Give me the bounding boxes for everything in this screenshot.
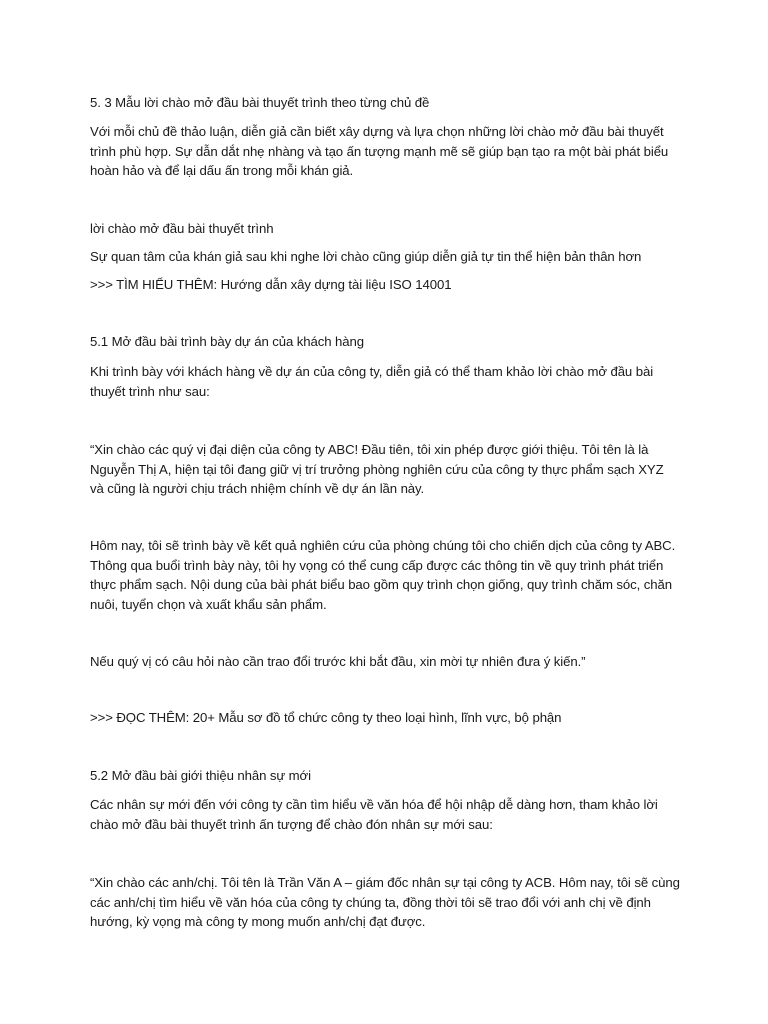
section-heading: 5.2 Mở đầu bài giới thiệu nhân sự mới: [90, 768, 311, 783]
quote-paragraph: Nếu quý vị có câu hỏi nào cần trao đổi trước khi bắt đầu, xin mời tự nhiên đưa ý kiến.”: [90, 654, 586, 669]
read-more-link[interactable]: >>> ĐỌC THÊM: 20+ Mẫu sơ đồ tổ chức công ty theo loại hình, lĩnh vực, bộ phận: [90, 710, 562, 725]
read-more-link[interactable]: >>> TÌM HIỂU THÊM: Hướng dẫn xây dựng tài liệu ISO 14001: [90, 277, 452, 292]
quote-paragraph: Hôm nay, tôi sẽ trình bày về kết quả nghiên cứu của phòng chúng tôi cho chiến dịch của công ty ABC. Thông qua buổi trình bày này, tôi hy vọng có thể cung cấp được các thông tin về quy trình phát triển thực phẩm sạch. Nội dung của bài phát biểu bao gồm quy trình chọn giống, quy trình chăm sóc, chăn nuôi, tuyển chọn và xuất khẩu sản phẩm.: [90, 538, 676, 612]
paragraph: Sự quan tâm của khán giả sau khi nghe lời chào cũng giúp diễn giả tự tin thể hiện bản thân hơn: [90, 249, 642, 264]
image-caption: lời chào mở đầu bài thuyết trình: [90, 221, 274, 236]
paragraph: Khi trình bày với khách hàng về dự án của công ty, diễn giả có thể tham khảo lời chào mở đầu bài thuyết trình như sau:: [90, 364, 654, 399]
paragraph: Với mỗi chủ đề thảo luận, diễn giả cần biết xây dựng và lựa chọn những lời chào mở đầu bài thuyết trình phù hợp. Sự dẫn dắt nhẹ nhàng và tạo ấn tượng mạnh mẽ sẽ giúp bạn tạo ra một bài phát biểu hoàn hảo và để lại dấu ấn trong mỗi khán giả.: [90, 124, 669, 178]
section-heading: 5.1 Mở đầu bài trình bày dự án của khách hàng: [90, 334, 364, 349]
quote-paragraph: “Xin chào các quý vị đại diện của công ty ABC! Đầu tiên, tôi xin phép được giới thiệu. Tôi tên là là Nguyễn Thị A, hiện tại tôi đang giữ vị trí trưởng phòng nghiên cứu của công ty thực phẩm sạch XYZ và cũng là người chịu trách nhiệm chính về dự án lần này.: [90, 442, 664, 496]
section-heading: 5. 3 Mẫu lời chào mở đầu bài thuyết trình theo từng chủ đề: [90, 95, 430, 110]
paragraph: Các nhân sự mới đến với công ty cần tìm hiểu về văn hóa để hội nhập dễ dàng hơn, tham khảo lời chào mở đầu bài thuyết trình ấn tượng để chào đón nhân sự mới sau:: [90, 797, 658, 832]
quote-paragraph: “Xin chào các anh/chị. Tôi tên là Trần Văn A – giám đốc nhân sự tại công ty ACB. Hôm nay, tôi sẽ cùng các anh/chị tìm hiểu về văn hóa của công ty chúng ta, đồng thời tôi sẽ trao đổi với anh chị về định hướng, kỳ vọng mà công ty mong muốn anh/chị đạt được.: [90, 875, 680, 929]
